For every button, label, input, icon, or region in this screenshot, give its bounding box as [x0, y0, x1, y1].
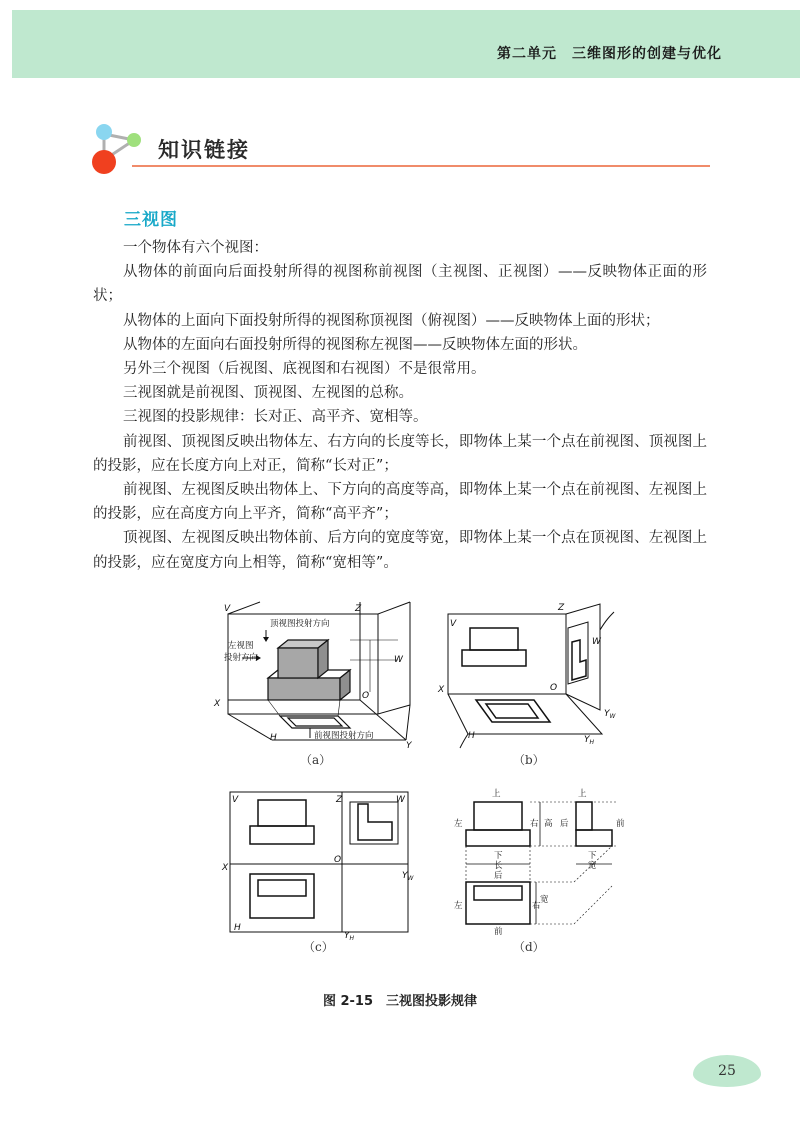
label-z: Z	[355, 604, 362, 614]
figure-d	[440, 786, 640, 936]
paragraph: 前视图、顶视图反映出物体左、右方向的长度等长，即物体上某一个点在前视图、顶视图上的投影，应在长度方向上对正，简称“长对正”；	[93, 433, 707, 474]
label-y: Y	[406, 741, 412, 751]
figure-b	[438, 600, 628, 750]
label-o: O	[550, 683, 558, 693]
page-number: 25	[718, 1063, 736, 1079]
label-yh: $Y_H$	[584, 735, 595, 746]
label-x: X	[438, 685, 445, 695]
paragraph: 从物体的左面向右面投射所得的视图称左视图——反映物体左面的形状。	[123, 336, 587, 353]
paragraph: 前视图、左视图反映出物体上、下方向的高度等高，即物体上某一个点在前视图、左视图上的投影，应在高度方向上平齐，简称“高平齐”；	[93, 482, 707, 523]
left-direction-label-2: 投射方向	[224, 653, 259, 663]
projection-rules-diagram	[440, 786, 640, 936]
label-right-2: 右	[532, 901, 541, 911]
label-yw: $Y_W$	[402, 871, 414, 882]
label-left-2: 左	[454, 901, 463, 911]
label-z: Z	[336, 795, 343, 805]
figure-caption: 图 2-15 三视图投影规律	[322, 994, 478, 1009]
label-x: X	[222, 863, 229, 873]
figure-d-caption: （d）	[513, 940, 545, 954]
label-h: H	[270, 733, 277, 743]
label-w: W	[592, 637, 601, 647]
left-direction-label-1: 左视图	[228, 641, 254, 651]
label-h: H	[234, 923, 241, 933]
label-v: V	[450, 619, 457, 629]
figure-c	[218, 788, 418, 942]
label-down-1: 下	[494, 851, 503, 861]
label-back-2: 后	[494, 871, 503, 881]
figure-c-caption: （c）	[303, 940, 334, 954]
label-height: 高	[544, 819, 553, 829]
running-header: 第二单元 三维图形的创建与优化	[497, 46, 722, 62]
label-front-1: 前	[616, 819, 625, 829]
flat-three-view-diagram	[218, 788, 418, 942]
figure-a	[210, 600, 425, 750]
label-o: O	[362, 691, 370, 701]
top-direction-label: 顶视图投射方向	[270, 619, 330, 629]
section-rule	[132, 165, 710, 167]
label-down-2: 下	[588, 851, 597, 861]
label-length: 长	[494, 861, 503, 871]
label-yw: $Y_W$	[604, 709, 616, 720]
label-front-2: 前	[494, 927, 503, 937]
label-w: W	[396, 795, 405, 805]
paragraph: 从物体的上面向下面投射所得的视图称顶视图（俯视图）——反映物体上面的形状；	[123, 312, 660, 329]
molecule-icon	[90, 120, 160, 180]
label-v: V	[224, 604, 231, 614]
section-heading	[90, 120, 710, 180]
label-x: X	[214, 699, 221, 709]
label-yh: $Y_H$	[344, 931, 355, 942]
label-left-1: 左	[454, 819, 463, 829]
projection-box-diagram	[210, 600, 425, 750]
unfolded-projection-diagram	[438, 600, 628, 750]
label-v: V	[232, 795, 239, 805]
section-title: 知识链接	[158, 138, 250, 162]
paragraph: 一个物体有六个视图：	[123, 240, 268, 256]
paragraph: 三视图就是前视图、顶视图、左视图的总称。	[123, 385, 413, 402]
label-back-1: 后	[560, 819, 569, 829]
body-text	[93, 236, 707, 575]
paragraph: 另外三个视图（后视图、底视图和右视图）不是很常用。	[123, 361, 486, 378]
figure-b-caption: （b）	[513, 753, 545, 767]
label-width: 宽	[588, 861, 597, 871]
paragraph: 顶视图、左视图反映出物体前、后方向的宽度等宽，即物体上某一个点在顶视图、左视图上的投影，应在宽度方向上相等，简称“宽相等”。	[93, 530, 707, 571]
label-o: O	[334, 855, 342, 865]
label-w: W	[394, 655, 403, 665]
paragraph: 从物体的前面向后面投射所得的视图称前视图（主视图、正视图）——反映物体正面的形状；	[93, 264, 707, 305]
label-z: Z	[558, 603, 565, 613]
label-right-1: 右	[530, 819, 539, 829]
front-direction-label: 前视图投射方向	[314, 731, 374, 741]
label-top-1: 上	[492, 789, 501, 799]
label-width-2: 宽	[540, 895, 549, 905]
subsection-title: 三视图	[124, 210, 178, 230]
figure-a-caption: （a）	[300, 753, 332, 767]
label-h: H	[468, 731, 475, 741]
label-top-2: 上	[578, 789, 587, 799]
paragraph: 三视图的投影规律：长对正、高平齐、宽相等。	[123, 409, 428, 426]
